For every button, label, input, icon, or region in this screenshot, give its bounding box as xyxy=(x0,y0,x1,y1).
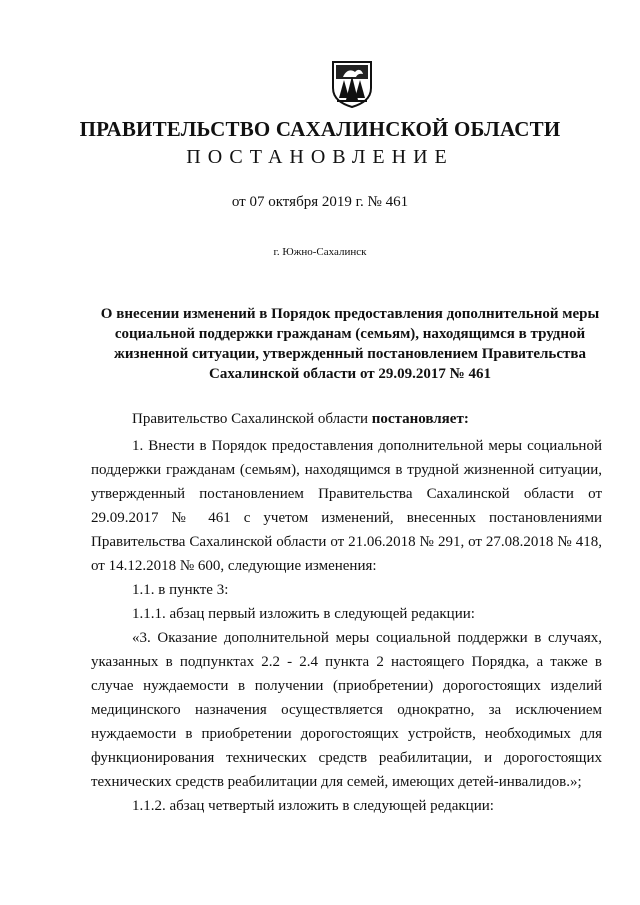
document-city: г. Южно-Сахалинск xyxy=(273,246,367,258)
paragraph-1-1-2: 1.1.2. абзац четвертый изложить в следующей редакции: xyxy=(132,798,494,814)
paragraph-1: 1. Внести в Порядок предоставления дополнительной меры социальной поддержки гражданам (семьям), находящимся в трудной жизненной ситуации, утвержденный постановлением Правительства Сахалинской области от 29.09.2017 № 461 с учетом изменений, внесенных постановлениями Правительства Сахалинской области от 21.06.2018 № 291, от 27.08.2018 № 418, от 14.12.2018 № 600, следующие изменения: xyxy=(91,438,602,574)
document-type: ПОСТАНОВЛЕНИЕ xyxy=(186,146,454,168)
document-subject: О внесении изменений в Порядок предоставления дополнительной меры социальной поддержки гражданам (семьям), находящимся в трудной жизненной ситуации, утвержденный постановлением Правительства Сахалинской области от 29.09.2017 № 461 xyxy=(100,306,600,382)
paragraph-1-1: 1.1. в пункте 3: xyxy=(132,582,229,598)
paragraph-1-1-1: 1.1.1. абзац первый изложить в следующей редакции: xyxy=(132,606,475,622)
intro-text: Правительство Сахалинской области xyxy=(132,411,372,427)
government-name: ПРАВИТЕЛЬСТВО САХАЛИНСКОЙ ОБЛАСТИ xyxy=(79,117,561,141)
intro-paragraph xyxy=(91,407,602,431)
coat-of-arms-icon xyxy=(331,58,373,108)
quoted-paragraph: «3. Оказание дополнительной меры социальной поддержки в случаях, указанных в подпунктах 2.2 - 2.4 пункта 2 настоящего Порядка, а также в случае нуждаемости в получении (приобретении) дорогостоящих изделий медицинского назначения осуществляется однократно, за исключением нуждаемости в приобретении дорогостоящих устройств, необходимых для функционирования технических средств реабилитации, и дорогостоящих технических средств реабилитации для семей, имеющих детей-инвалидов.»; xyxy=(91,630,602,790)
document-date-number: от 07 октября 2019 г. № 461 xyxy=(231,194,409,210)
document-body xyxy=(91,407,602,818)
intro-verb: постановляет: xyxy=(371,411,469,427)
